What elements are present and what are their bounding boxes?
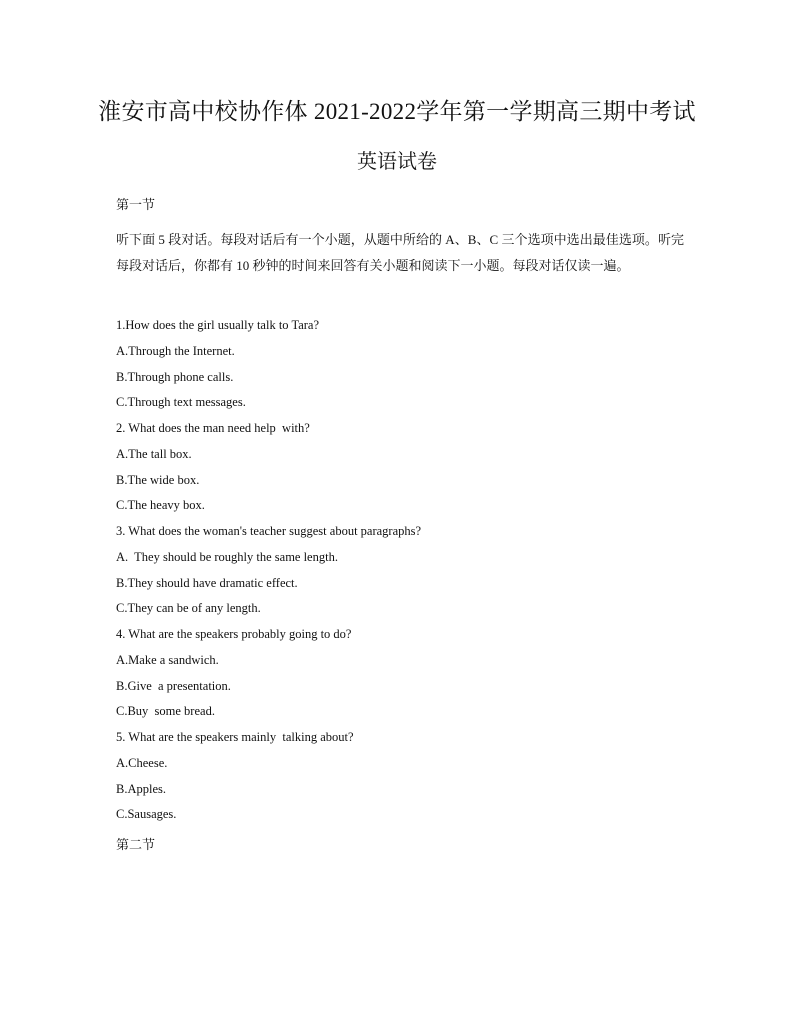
exam-title: 淮安市高中校协作体 2021-2022学年第一学期高三期中考试: [98, 99, 696, 124]
answer-option: C.Sausages.: [116, 807, 177, 822]
answer-option: B.Apples.: [116, 781, 166, 796]
answer-option: A.The tall box.: [116, 446, 192, 461]
answer-option: B.They should have dramatic effect.: [116, 575, 298, 590]
answer-option: A.Make a sandwich.: [116, 652, 219, 667]
answer-option: A.Cheese.: [116, 755, 168, 770]
answer-option: B.The wide box.: [116, 472, 200, 487]
answer-option: C.They can be of any length.: [116, 601, 261, 616]
answer-option: C.Buy some bread.: [116, 704, 215, 719]
question-stem: 2. What does the man need help with?: [116, 421, 310, 435]
question-stem: 4. What are the speakers probably going to do?: [116, 627, 352, 641]
question-list: [116, 313, 684, 828]
question-stem: 5. What are the speakers mainly talking about?: [116, 730, 354, 744]
answer-option: B.Give a presentation.: [116, 678, 231, 693]
answer-option: A.Through the Internet.: [116, 343, 235, 358]
answer-option: A. They should be roughly the same length.: [116, 549, 338, 564]
section-1-heading: 第一节: [116, 197, 156, 212]
exam-subtitle: 英语试卷: [357, 151, 437, 173]
answer-option: C.The heavy box.: [116, 498, 205, 513]
question-stem: 1.How does the girl usually talk to Tara?: [116, 318, 320, 332]
question-stem: 3. What does the woman's teacher suggest about paragraphs?: [116, 524, 422, 538]
answer-option: B.Through phone calls.: [116, 369, 234, 384]
section-2-heading: 第二节: [116, 837, 156, 852]
listening-instructions: 听下面 5 段对话。每段对话后有一个小题，从题中所给的 A、B、C 三个选项中选出最佳选项。听完每段对话后，你都有 10 秒钟的时间来回答有关小题和阅读下一小题。每段对话仅读一遍。: [116, 232, 684, 273]
answer-option: C.Through text messages.: [116, 395, 246, 410]
